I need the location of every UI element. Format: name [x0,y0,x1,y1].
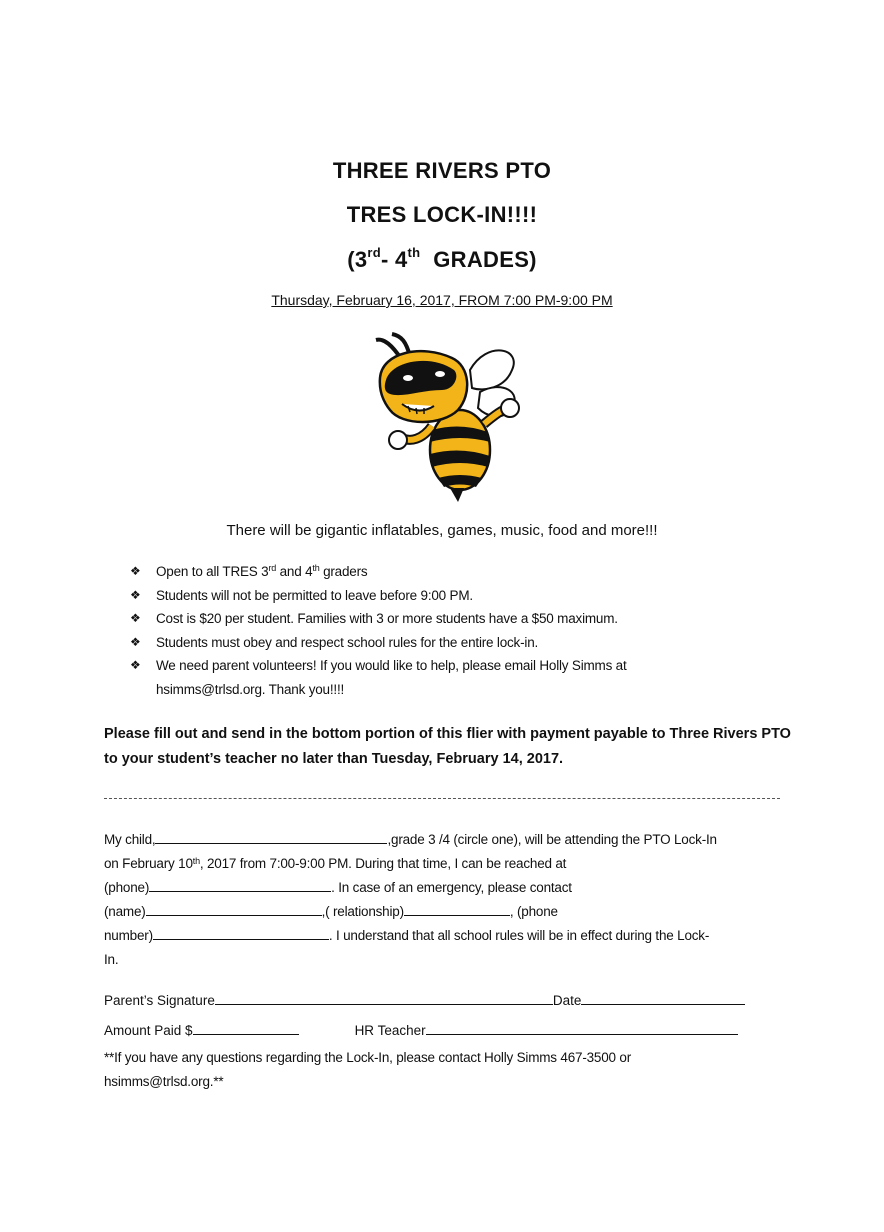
list-item: ❖ Cost is $20 per student. Families with 3 or more students have a $50 maximum. [130,607,750,631]
permission-form [104,828,794,972]
contact-footnote: **If you have any questions regarding the Lock-In, please contact Holly Simms 467-3500 or hsimms@trlsd.org.** [104,1050,632,1089]
form-line-phone: (phone) . In case of an emergency, please contact [104,876,794,900]
bullet-icon: ❖ [130,658,141,672]
form-line-end: In. [104,952,119,967]
yellow-jacket-mascot-icon [362,330,524,505]
emergency-name-field[interactable] [146,901,322,916]
list-item: ❖ We need parent volunteers! If you would like to help, please email Holly Simms at hsimms@trlsd.org. Thank you!!!! [130,654,750,701]
title-grades: (3rd- 4th GRADES) [347,245,537,272]
submission-instructions: Please fill out and send in the bottom portion of this flier with payment payable to Three Rivers PTO to your student’s teacher no later than Tuesday, February 14, 2017. [104,726,791,767]
list-item: ❖ Open to all TRES 3rd and 4th graders [130,560,750,584]
form-line-child: My child, ,grade 3 /4 (circle one), will be attending the PTO Lock-In [104,828,794,852]
signature-row: Parent’s Signature Date [104,990,745,1008]
bullet-icon: ❖ [130,564,141,578]
phone-field[interactable] [149,877,331,892]
parent-signature-field[interactable] [215,990,553,1005]
event-date-time: Thursday, February 16, 2017, FROM 7:00 PM-9:00 PM [271,292,613,308]
list-item: ❖ Students will not be permitted to leave before 9:00 PM. [130,584,750,608]
title-organization: THREE RIVERS PTO [332,158,552,183]
emergency-phone-field[interactable] [153,925,329,940]
bullet-icon: ❖ [130,611,141,625]
form-line-date: on February 10th, 2017 from 7:00-9:00 PM. During that time, I can be reached at [104,856,567,871]
date-field[interactable] [581,990,745,1005]
hr-teacher-field[interactable] [426,1020,738,1035]
bullet-icon: ❖ [130,634,141,649]
details-list [130,560,750,701]
relationship-field[interactable] [404,901,510,916]
amount-paid-field[interactable] [193,1020,299,1035]
title-event: TRES LOCK-IN!!!! [346,202,538,227]
form-line-emergency: (name) ,( relationship) , (phone [104,900,794,924]
payment-row: Amount Paid $ HR Teacher [104,1020,738,1038]
intro-text: There will be gigantic inflatables, games, music, food and more!!! [226,522,658,539]
volunteer-email: hsimms@trlsd.org. Thank you!!!! [156,681,345,697]
cut-line [104,798,780,799]
child-name-field[interactable] [155,829,387,844]
form-line-number: number) . I understand that all school rules will be in effect during the Lock- [104,924,794,948]
bullet-icon: ❖ [130,587,141,602]
list-item: ❖ Students must obey and respect school rules for the entire lock-in. [130,631,750,655]
